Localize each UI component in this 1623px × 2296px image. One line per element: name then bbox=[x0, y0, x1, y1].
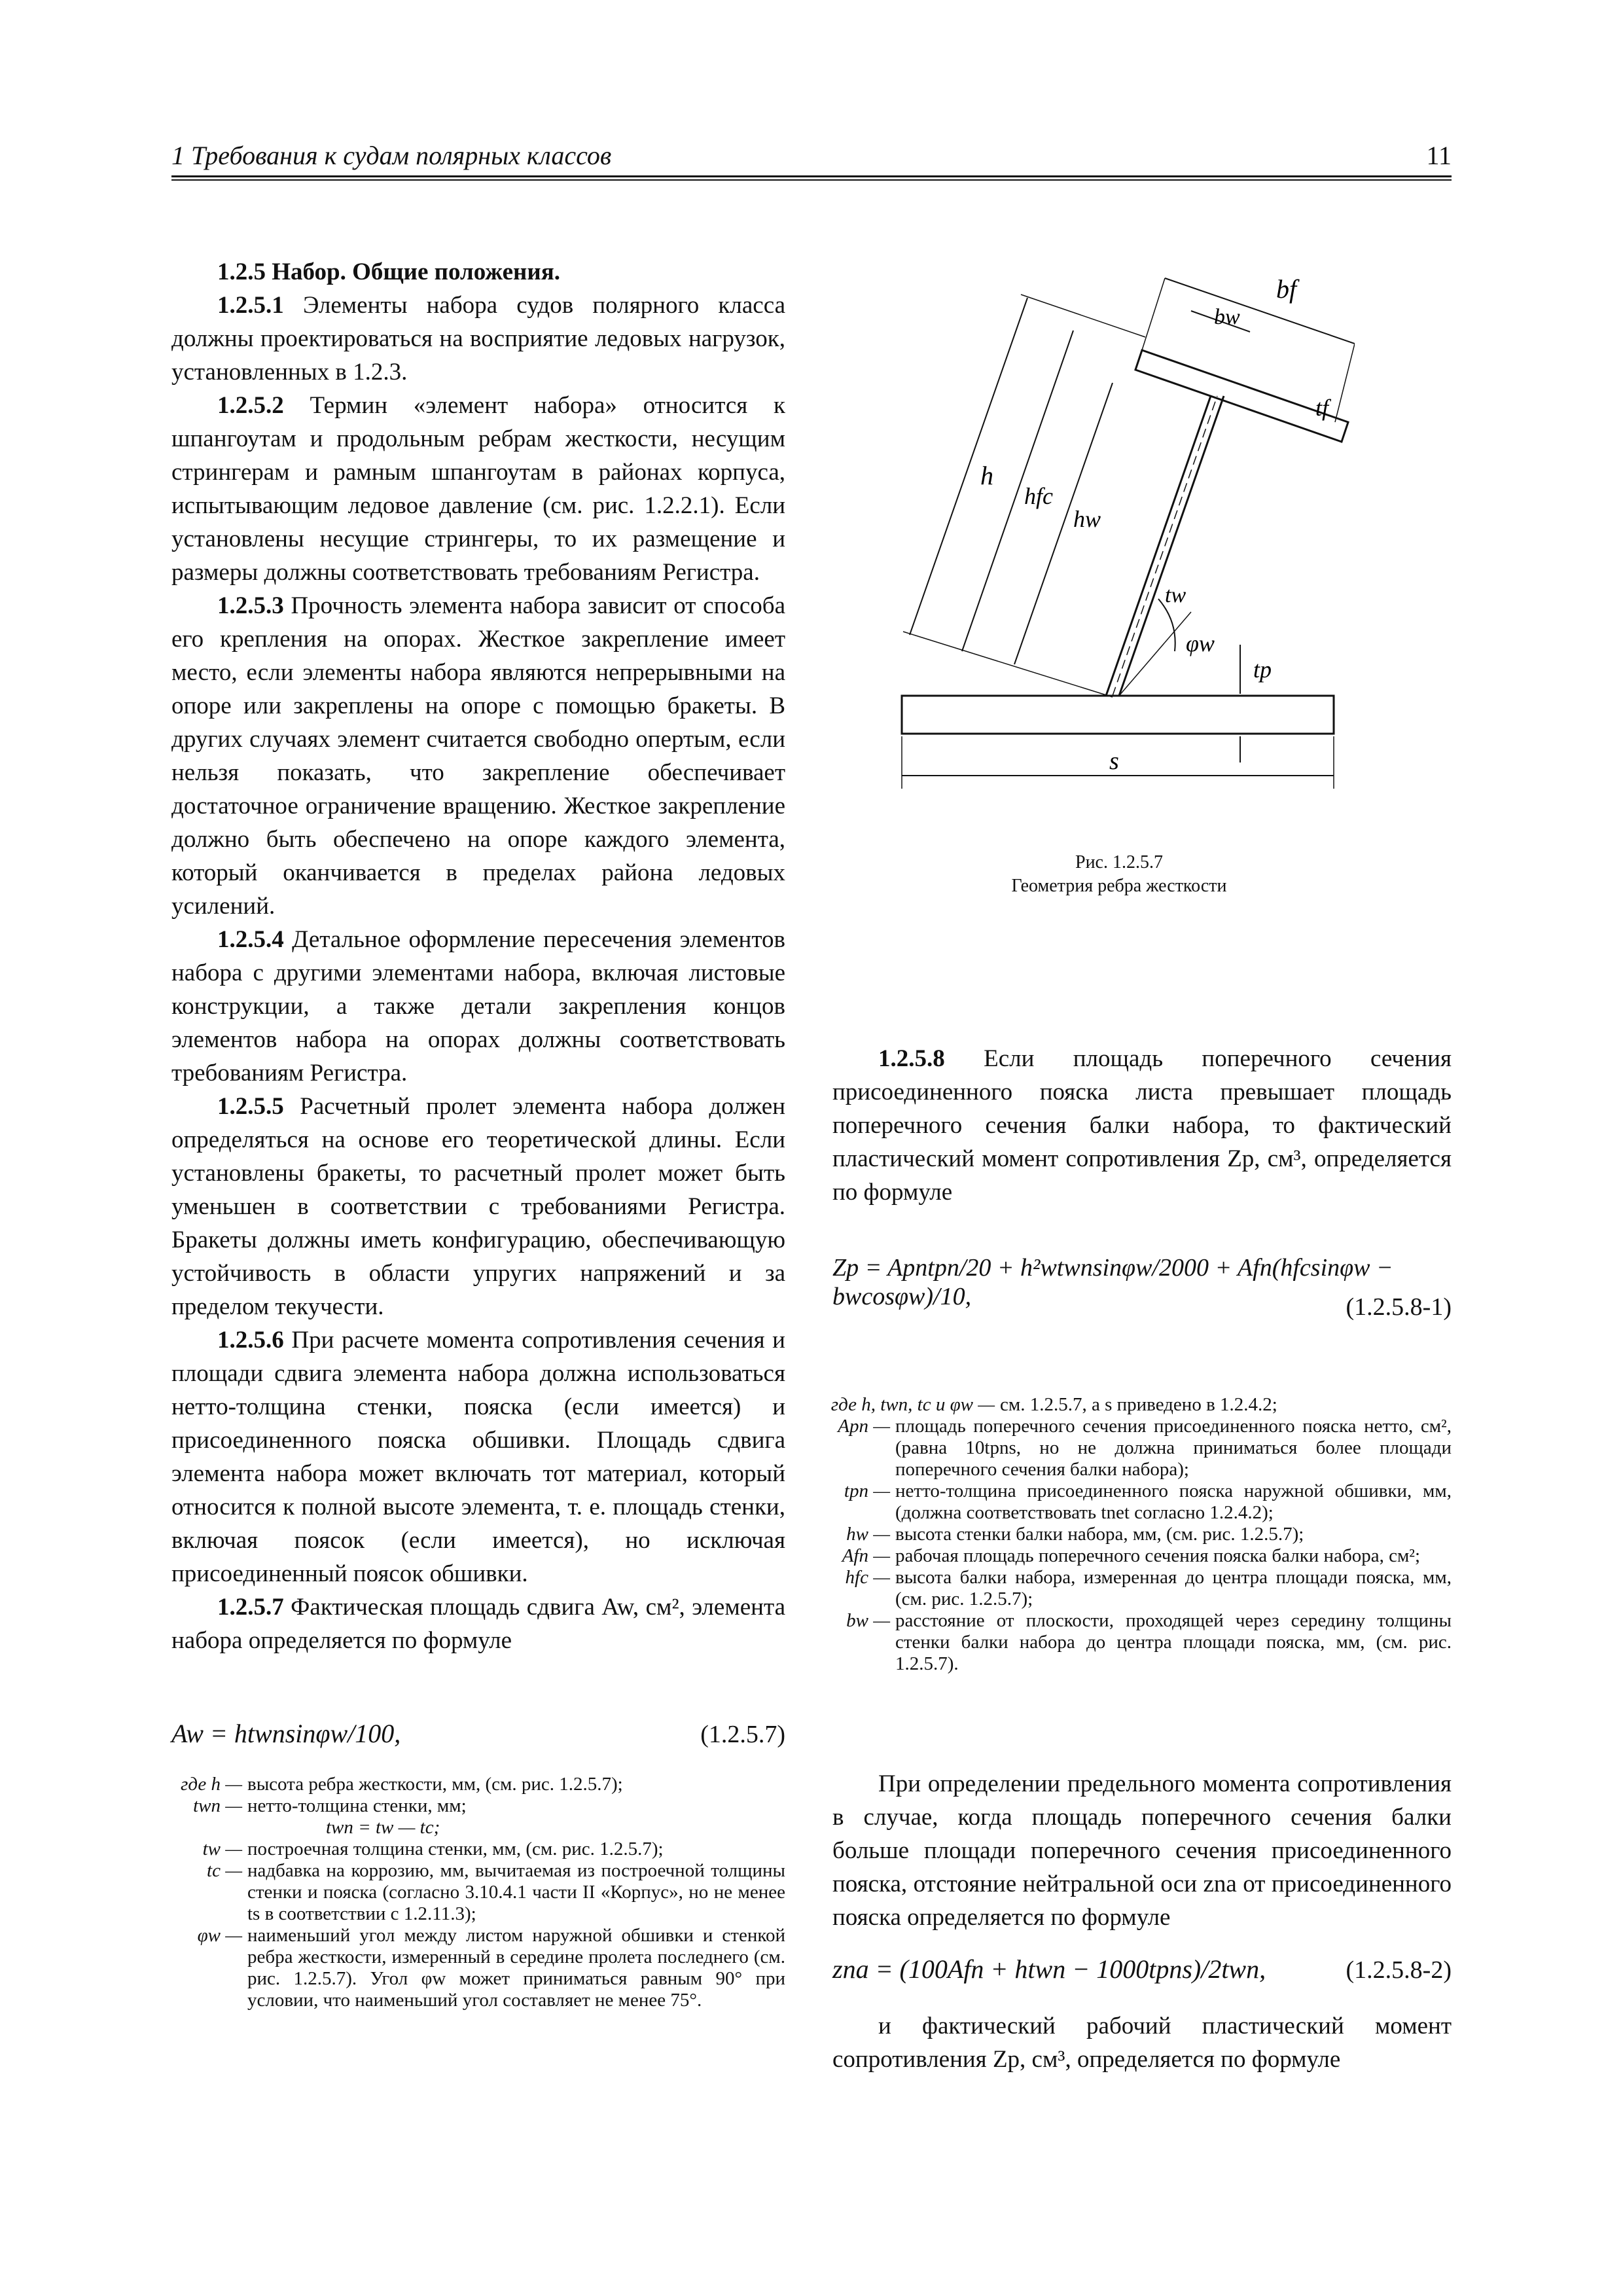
right-column-bottom bbox=[832, 1767, 1452, 1934]
label-hw: hw bbox=[1073, 506, 1101, 532]
paragraph-final: и фактический рабочий пластический момент сопротивления Zp, см³, определяется по формуле bbox=[832, 2013, 1452, 2073]
symbol-definition: см. 1.2.5.7, а s приведено в 1.2.4.2; bbox=[1000, 1394, 1277, 1415]
symbol: Afn — bbox=[842, 1545, 890, 1566]
paragraph-number: 1.2.5.2 bbox=[217, 392, 284, 419]
paragraph-limit-moment: При определении предельного момента сопротивления в случае, когда площадь поперечного сечения балки больше площади поперечного сечения присоединенного пояска, отстояние нейтральной оси zna от присоединенного пояска определяется по формуле bbox=[832, 1770, 1452, 1931]
symbol: tc — bbox=[207, 1860, 242, 1881]
dim-h bbox=[910, 298, 1027, 635]
formula-1257: Aw = htwnsinφw/100, bbox=[171, 1719, 401, 1748]
paragraph-text: Расчетный пролет элемента набора должен определяться на основе его теоретической длины. Если установлены бракеты, то расчетный пролет может быть уменьшен в соответствии с требованиями Регистра. Бракеты должны иметь конфигурацию, обеспечивающую устойчивость в области упругих напряжений и за пределом текучести. bbox=[171, 1093, 785, 1320]
paragraph-1257 bbox=[171, 1590, 785, 1657]
symbol: где h — bbox=[181, 1774, 242, 1795]
paragraph-text: Детальное оформление пересечения элементов набора с другими элементами набора, включая листовые конструкции, а также детали закрепления концов элементов набора на опорах должны соответствовать требованиям Регистра. bbox=[171, 926, 785, 1086]
paragraph-1258 bbox=[832, 1042, 1452, 1209]
symbol-definition: нетто-толщина стенки, мм; bbox=[247, 1795, 467, 1816]
figure-caption bbox=[883, 851, 1355, 898]
symbol-definition: высота балки набора, измеренная до центра площади пояска, мм, (см. рис. 1.2.5.7); bbox=[895, 1567, 1452, 1609]
section-heading: 1.2.5 Набор. Общие положения. bbox=[217, 259, 560, 285]
symbol-row bbox=[131, 1839, 785, 1860]
extension-line bbox=[1142, 278, 1165, 350]
label-s: s bbox=[1109, 747, 1119, 775]
shell-plate bbox=[902, 696, 1334, 734]
symbol-list-left bbox=[131, 1774, 785, 2011]
page-number: 11 bbox=[1426, 141, 1452, 170]
symbol-definition: надбавка на коррозию, мм, вычитаемая из построечной толщины стенки и пояска (согласно 3.10.4.1 части II «Корпус», но не менее ts в соответствии с 1.2.11.3); bbox=[247, 1860, 785, 1924]
paragraph-number: 1.2.5.7 bbox=[217, 1594, 284, 1621]
symbol-row bbox=[772, 1545, 1452, 1567]
paragraph-1251 bbox=[171, 289, 785, 389]
symbol-definition: наименьший угол между листом наружной обшивки и стенкой ребра жесткости, измеренный в середине пролета последнего (см. рис. 1.2.5.7). Угол φw может приниматься равным 90° при условии, что наименьший угол составляет не менее 75°. bbox=[247, 1925, 785, 2011]
paragraph-text: Элементы набора судов полярного класса должны проектироваться на восприятие ледовых нагрузок, установленных в 1.2.3. bbox=[171, 292, 785, 386]
symbol: hw — bbox=[846, 1524, 890, 1545]
symbol-definition: высота стенки балки набора, мм, (см. рис. 1.2.5.7); bbox=[895, 1524, 1304, 1545]
symbol: tpn — bbox=[844, 1480, 890, 1501]
label-bw: bw bbox=[1214, 305, 1240, 329]
paragraph-text: Фактическая площадь сдвига Aw, см², элемента набора определяется по формуле bbox=[171, 1594, 785, 1654]
paragraph-text: Если площадь поперечного сечения присоединенного пояска листа превышает площадь поперечного сечения балки набора, то фактический пластический момент сопротивления Zp, см³, определяется по формуле bbox=[832, 1045, 1452, 1206]
paragraph-1252 bbox=[171, 389, 785, 589]
symbol-definition: построечная толщина стенки, мм, (см. рис. 1.2.5.7); bbox=[247, 1839, 664, 1859]
label-hfc: hfc bbox=[1024, 483, 1053, 509]
symbol-row bbox=[131, 1817, 785, 1839]
symbol-definition: нетто-толщина присоединенного пояска наружной обшивки, мм, (должна соответствовать tnet согласно 1.2.4.2); bbox=[895, 1480, 1452, 1523]
figure-title: Геометрия ребра жесткости bbox=[1011, 876, 1227, 896]
extension-line bbox=[1021, 295, 1145, 337]
paragraph-1253 bbox=[171, 589, 785, 923]
paragraph-text: При расчете момента сопротивления сечения и площади сдвига элемента набора должна использоваться нетто-толщина стенки, пояска (если имеется) и присоединенного пояска обшивки. Площадь сдвига элемента набора может включать тот материал, который относится к полной высоте элемента, т. е. площадь стенки, включая поясок (если имеется), но исключая присоединенный поясок обшивки. bbox=[171, 1327, 785, 1587]
symbol: tw — bbox=[202, 1839, 242, 1859]
symbol-definition: twn = tw — tc; bbox=[326, 1817, 440, 1838]
symbol-list-right bbox=[772, 1394, 1452, 1675]
label-tf: tf bbox=[1315, 395, 1329, 421]
symbol: где h, twn, tc и φw — bbox=[830, 1394, 995, 1415]
running-title: 1 Требования к судам полярных классов bbox=[171, 141, 612, 170]
paragraph-text: Прочность элемента набора зависит от способа его крепления на опорах. Жесткое закрепление имеет место, если элементы набора являются непрерывными на опоре или закреплены на опоре с помощью бракеты. В других случаях элемент считается свободно опертым, если нельзя показать, что закрепление обеспечивает достаточное ограничение вращению. Жесткое закрепление должно быть обеспечено на опоре каждого элемента, который оканчивается в пределах района ледовых усилений. bbox=[171, 592, 785, 920]
formula-1257-number: (1.2.5.7) bbox=[700, 1721, 785, 1748]
symbol-row bbox=[772, 1524, 1452, 1545]
paragraph-1254 bbox=[171, 923, 785, 1090]
extension-line bbox=[1335, 344, 1355, 422]
paragraph-number: 1.2.5.6 bbox=[217, 1327, 284, 1354]
symbol-definition: рабочая площадь поперечного сечения пояска балки набора, см²; bbox=[895, 1545, 1421, 1566]
symbol-row bbox=[772, 1480, 1452, 1524]
paragraph-number: 1.2.5.4 bbox=[217, 926, 284, 953]
symbol bbox=[131, 1817, 247, 1839]
paragraph-number: 1.2.5.3 bbox=[217, 592, 284, 619]
symbol-row bbox=[131, 1860, 785, 1925]
paragraph-1255 bbox=[171, 1090, 785, 1323]
symbol-definition: расстояние от плоскости, проходящей через середину толщины стенки балки набора до центра площади пояска, мм, (см. рис. 1.2.5.7). bbox=[895, 1610, 1452, 1674]
stiffener-geometry-figure bbox=[883, 259, 1355, 841]
paragraph-number: 1.2.5.1 bbox=[217, 292, 284, 319]
label-tw: tw bbox=[1165, 583, 1186, 607]
label-phi-w: φw bbox=[1186, 630, 1215, 656]
label-bf: bf bbox=[1276, 274, 1297, 304]
left-column bbox=[171, 255, 785, 1657]
symbol-definition: площадь поперечного сечения присоединенного пояска нетто, см², (равна 10tpns, но не должна приниматься более площади поперечного сечения балки набора); bbox=[895, 1416, 1452, 1480]
symbol: hfc — bbox=[845, 1567, 890, 1588]
header-rule-thin bbox=[171, 179, 1452, 181]
formula-1258-1-number: (1.2.5.8-1) bbox=[1346, 1293, 1452, 1321]
symbol: φw — bbox=[197, 1925, 242, 1946]
dim-bf bbox=[1165, 278, 1355, 344]
figure-number: Рис. 1.2.5.7 bbox=[1075, 852, 1163, 872]
symbol-row bbox=[772, 1567, 1452, 1610]
paragraph-number: 1.2.5.8 bbox=[878, 1045, 945, 1072]
formula-1258-1: Zp = Apntpn/20 + h²wtwnsinφw/2000 + Afn(hfcsinφw − bwcosφw)/10, bbox=[832, 1254, 1393, 1310]
symbol-row bbox=[131, 1925, 785, 2011]
paragraph-1256 bbox=[171, 1323, 785, 1590]
symbol-row bbox=[772, 1394, 1452, 1416]
symbol-row bbox=[131, 1795, 785, 1817]
paragraph-number: 1.2.5.5 bbox=[217, 1093, 284, 1120]
formula-1258-2-number: (1.2.5.8-2) bbox=[1346, 1956, 1452, 1984]
symbol: Apn — bbox=[838, 1416, 890, 1437]
formula-1258-2: zna = (100Afn + htwn − 1000tpns)/2twn, bbox=[832, 1954, 1266, 1984]
dim-hfc bbox=[962, 331, 1073, 651]
symbol: twn — bbox=[193, 1795, 242, 1816]
label-h: h bbox=[980, 461, 993, 490]
header-rule bbox=[171, 175, 1452, 177]
stiffener-diagram bbox=[883, 259, 1355, 841]
right-column-top bbox=[832, 1042, 1452, 1209]
symbol-row bbox=[772, 1610, 1452, 1675]
right-column-final bbox=[832, 2009, 1452, 2076]
symbol-definition: высота ребра жесткости, мм, (см. рис. 1.2.5.7); bbox=[247, 1774, 623, 1795]
symbol-row bbox=[772, 1416, 1452, 1480]
extension-line bbox=[903, 632, 1113, 697]
paragraph-text: Термин «элемент набора» относится к шпангоутам и продольным ребрам жесткости, несущим стрингерам и рамным шпангоутам в районах корпуса, испытывающим ледовое давление (см. рис. 1.2.2.1). Если установлены несущие стрингеры, то их размещение и размеры должны соответствовать требованиям Регистра. bbox=[171, 392, 785, 586]
symbol: bw — bbox=[846, 1610, 890, 1631]
label-tp: tp bbox=[1253, 656, 1272, 683]
symbol-row bbox=[131, 1774, 785, 1795]
